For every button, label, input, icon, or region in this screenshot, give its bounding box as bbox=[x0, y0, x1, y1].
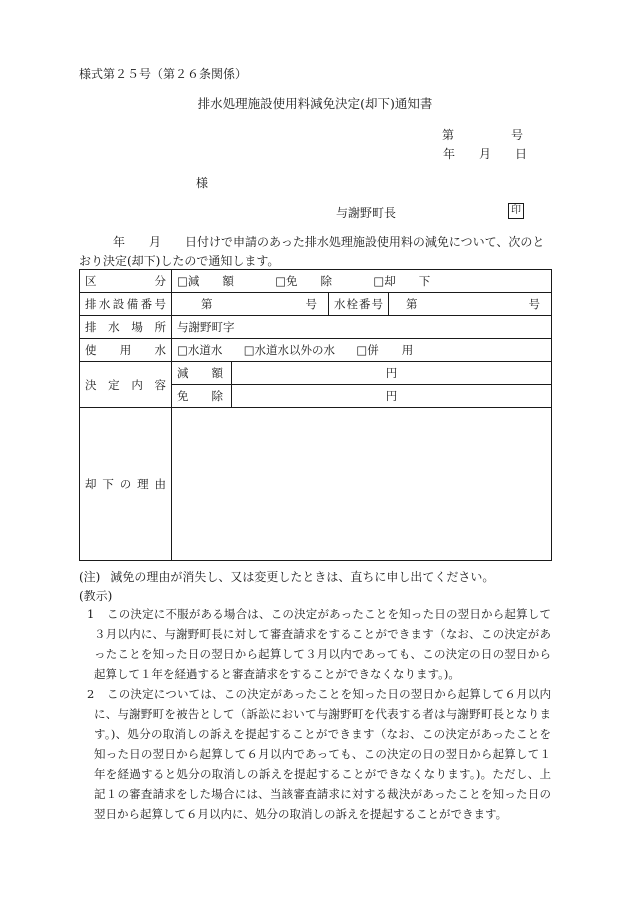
note bbox=[79, 568, 494, 585]
reason-field[interactable] bbox=[172, 408, 552, 561]
form-number: 様式第２５号（第２６条関係） bbox=[79, 67, 248, 81]
option-rejection[interactable]: □却 下 bbox=[373, 274, 431, 288]
faucet-prefix: 第 bbox=[406, 297, 418, 311]
doc-number-prefix: 第 bbox=[442, 128, 455, 142]
equipment-prefix: 第 bbox=[201, 297, 213, 311]
decision-exemption-label: 免 除 bbox=[172, 385, 232, 408]
equipment-suffix: 号 bbox=[305, 297, 317, 311]
addressee: 様 bbox=[196, 176, 209, 190]
intro-month: 月 bbox=[149, 235, 162, 249]
seal-mark: 印 bbox=[508, 203, 524, 219]
doc-number-suffix: 号 bbox=[511, 128, 524, 142]
row-decision-reduction bbox=[80, 362, 552, 385]
yen-unit: 円 bbox=[385, 366, 398, 380]
issue-date bbox=[443, 145, 527, 162]
category-label: 区分 bbox=[80, 270, 172, 293]
note-prefix: (注) bbox=[79, 570, 101, 584]
date-month: 月 bbox=[479, 147, 492, 161]
category-options bbox=[172, 270, 552, 293]
row-category bbox=[80, 270, 552, 293]
instruction-number: 2 bbox=[87, 687, 95, 701]
reason-label: 却下の理由 bbox=[80, 408, 172, 561]
note-text: 減免の理由が消失し、又は変更したときは、直ちに申し出てください。 bbox=[110, 570, 495, 584]
row-water bbox=[80, 339, 552, 362]
decision-reduction-label: 減 額 bbox=[172, 362, 232, 385]
faucet-suffix: 号 bbox=[528, 297, 540, 311]
option-reduction[interactable]: □減 額 bbox=[177, 274, 234, 288]
date-year: 年 bbox=[443, 147, 456, 161]
row-reason bbox=[80, 408, 552, 561]
instruction-number: 1 bbox=[87, 607, 95, 621]
intro-text: 日付けで申請のあった排水処理施設使用料の減免について、次のとおり決定(却下)したので通知します。 bbox=[79, 235, 545, 268]
row-location bbox=[80, 316, 552, 339]
faucet-label: 水栓番号 bbox=[329, 293, 389, 316]
intro-year: 年 bbox=[113, 235, 126, 249]
water-options bbox=[172, 339, 552, 362]
equipment-label: 排水設備番号 bbox=[80, 293, 172, 316]
yen-unit: 円 bbox=[385, 389, 398, 403]
option-exemption[interactable]: □免 除 bbox=[275, 274, 333, 288]
sender-name: 与謝野町長 bbox=[336, 206, 397, 220]
decision-label: 決定内容 bbox=[80, 362, 172, 408]
date-day: 日 bbox=[515, 147, 528, 161]
option-other-water[interactable]: □水道水以外の水 bbox=[243, 343, 336, 357]
option-tap-water[interactable]: □水道水 bbox=[177, 343, 223, 357]
location-label: 排水場所 bbox=[80, 316, 172, 339]
location-value[interactable]: 与謝野町字 bbox=[172, 316, 552, 339]
instruction-item bbox=[79, 604, 551, 684]
instruction-heading: (教示) bbox=[79, 589, 113, 603]
instruction-item bbox=[79, 684, 551, 824]
instruction-text: この決定に不服がある場合は、この決定があったことを知った日の翌日から起算して３月以内に、与謝野町長に対して審査請求をすることができます（なお、この決定があったことを知った日の翌日から起算して３月以内であっても、この決定の日の翌日から起算して１年を経過すると審査請求をすることができなくなります。)。 bbox=[94, 607, 551, 681]
document-title: 排水処理施設使用料減免決定(却下)通知書 bbox=[197, 96, 433, 111]
option-combined[interactable]: □併 用 bbox=[356, 343, 414, 357]
water-label: 使用水 bbox=[80, 339, 172, 362]
instruction-text: この決定については、この決定があったことを知った日の翌日から起算して６月以内に、与謝野町を被告として（訴訟において与謝野町を代表する者は与謝野町長となります。)、処分の取消しの訴えを提起することができます（なお、この決定があったことを知った日の翌日から起算して６月以内であっても、この決定の日の翌日から起算して１年を経過すると処分の取消しの訴えを提起することができなくなります。)。ただし、上記１の審査請求をした場合には、当該審査請求に対する裁決があったことを知った日の翌日から起算して６月以内に、処分の取消しの訴えを提起することができます。 bbox=[94, 687, 551, 821]
faucet-number[interactable] bbox=[389, 293, 552, 316]
decision-exemption-amount[interactable] bbox=[232, 385, 552, 408]
intro-paragraph bbox=[79, 233, 551, 271]
decision-table bbox=[79, 269, 552, 561]
equipment-number[interactable] bbox=[172, 293, 329, 316]
decision-reduction-amount[interactable] bbox=[232, 362, 552, 385]
row-equipment bbox=[80, 293, 552, 316]
